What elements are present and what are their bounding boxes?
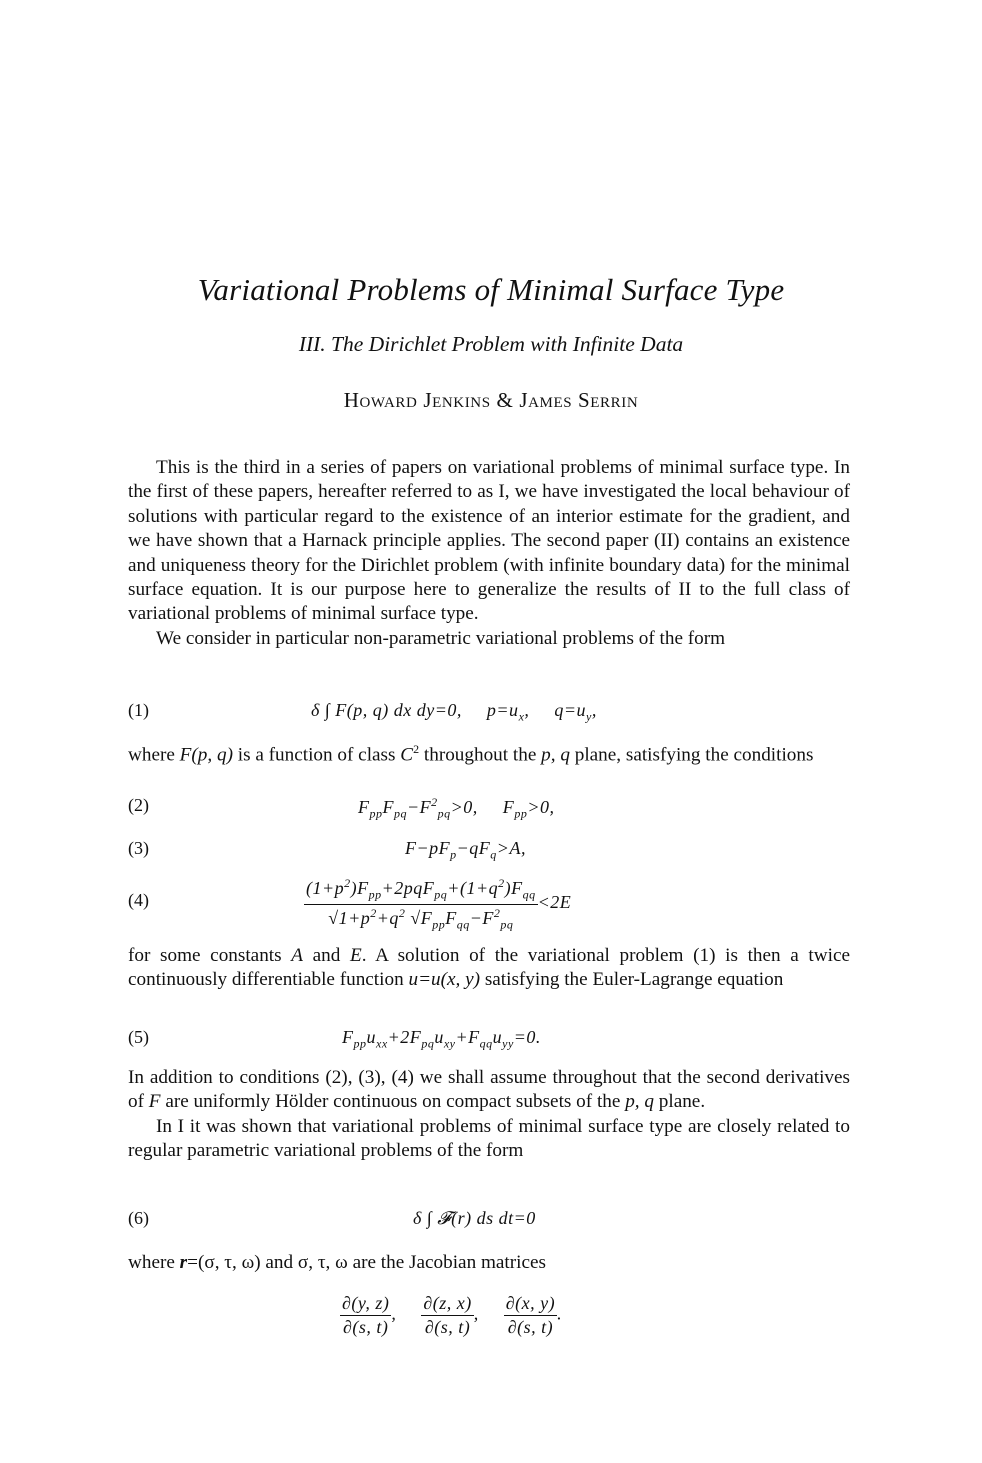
equation-1 bbox=[128, 700, 850, 728]
equation-body: $F_{pp}u_{xx}+2F_{pq}u_{xy}+F_{qq}u_{yy}=0$. bbox=[342, 1027, 541, 1051]
paragraph-5 bbox=[128, 1066, 850, 1164]
text-span: plane. bbox=[653, 1091, 706, 1113]
intro-text-2: We consider in particular non-parametric variational problems of the form bbox=[156, 627, 726, 649]
equation-label: (1) bbox=[128, 700, 149, 720]
text-span: . A solution of the variational problem (1) is then a twice continuously differentiable function bbox=[128, 945, 850, 991]
jacobian-matrices bbox=[128, 1293, 850, 1347]
equation-label: (5) bbox=[128, 1027, 149, 1047]
equation-3 bbox=[128, 838, 850, 866]
text-span: is a function of class bbox=[232, 744, 401, 766]
text-span: plane, satisfying the conditions bbox=[569, 744, 814, 766]
text-span: for some constants bbox=[128, 945, 292, 966]
paper-title: Variational Problems of Minimal Surface Type bbox=[197, 272, 785, 307]
paper-authors: Howard Jenkins & James Serrin bbox=[343, 388, 639, 412]
text-span: where bbox=[128, 1252, 180, 1273]
equation-body: $F_{pp}F_{pq}-F^2_{pq}>0$, $F_{pp}>0$, bbox=[358, 795, 555, 821]
text-span: =(σ, τ, ω) and σ, τ, ω are the Jacobian matrices bbox=[187, 1252, 546, 1273]
intro-text: This is the third in a series of papers on variational problems of minimal surface type. In the first of these papers, hereafter referred to as I, we have investigated the local behaviour of solutions with particular regard to the existence of an interior estimate for the gradient, and we have shown that a Harnack principle applies. The second paper (II) contains an existence and uniqueness theory for the Dirichlet problem (with infinite boundary data) for the minimal surface equation. It is our purpose here to generalize the results of II to the full class of variational problems of minimal surface type. bbox=[128, 457, 850, 625]
text-span: throughout the bbox=[419, 744, 542, 766]
math-span: p, q bbox=[541, 744, 570, 766]
paragraph-4 bbox=[128, 944, 850, 993]
math-span: E bbox=[350, 945, 362, 966]
math-span: r bbox=[179, 1252, 188, 1273]
math-span: F bbox=[148, 1091, 161, 1113]
math-span: u=u(x, y) bbox=[408, 969, 481, 991]
math-span: F(p, q) bbox=[179, 744, 233, 766]
equation-2 bbox=[128, 795, 850, 823]
equation-label: (6) bbox=[128, 1208, 149, 1228]
equation-label: (2) bbox=[128, 795, 149, 815]
equation-label: (4) bbox=[128, 890, 149, 910]
paper-subtitle: III. The Dirichlet Problem with Infinite Data bbox=[298, 332, 684, 356]
equation-body: $\frac{\partial(y, z)}{\partial(s, t)}$ , $\frac{\partial(z, x)}{\partial(s, t)}$ , $\frac{\partial(x, y)}{\partial(s, t)}$ . bbox=[342, 1293, 563, 1337]
equation-body: δ ∫ F(p, q) dx dy=0, $p=u_x$, $q=u_y$, bbox=[311, 700, 597, 724]
equation-6 bbox=[128, 1208, 850, 1236]
equation-body: δ ∫ 𝓕(r) ds dt=0 bbox=[413, 1208, 536, 1228]
text-span: where bbox=[128, 744, 180, 766]
equation-5 bbox=[128, 1027, 850, 1055]
paragraph-7 bbox=[128, 1251, 850, 1275]
paragraph-3 bbox=[128, 737, 850, 768]
text-span: satisfying the Euler-Lagrange equation bbox=[480, 969, 784, 991]
math-sup: 2 bbox=[413, 742, 420, 756]
math-span: A bbox=[291, 945, 303, 966]
fraction: $\frac{(1+p^2)F_{pp}+2pqF_{pq}+(1+q^2)F_{qq}}{√1+p^2+q^2 √F_{pp}F_{qq}-F^2_{pq}}$ bbox=[306, 876, 536, 932]
equation-label: (3) bbox=[128, 838, 149, 858]
equation-body: $\frac{(1+p^2)F_{pp}+2pqF_{pq}+(1+q^2)F_{qq}}{√1+p^2+q^2 √F_{pp}F_{qq}-F^2_{pq}}$ <2E bbox=[306, 876, 572, 932]
math-span: C bbox=[400, 744, 414, 766]
equation-body: $F-pF_p-qF_q>A$, bbox=[405, 838, 526, 862]
paragraph-1 bbox=[128, 456, 850, 651]
math-span: p, q bbox=[625, 1091, 654, 1113]
paragraph-6: In I it was shown that variational problems of minimal surface type are closely related to regular parametric variational problems of the form bbox=[128, 1115, 850, 1162]
text-span: In addition to conditions (2), (3), (4) we shall assume throughout that the second derivatives of bbox=[128, 1067, 850, 1113]
text-span: are uniformly Hölder continuous on compact subsets of the bbox=[160, 1091, 626, 1113]
equation-4 bbox=[128, 876, 850, 934]
text-span: and bbox=[302, 945, 350, 966]
